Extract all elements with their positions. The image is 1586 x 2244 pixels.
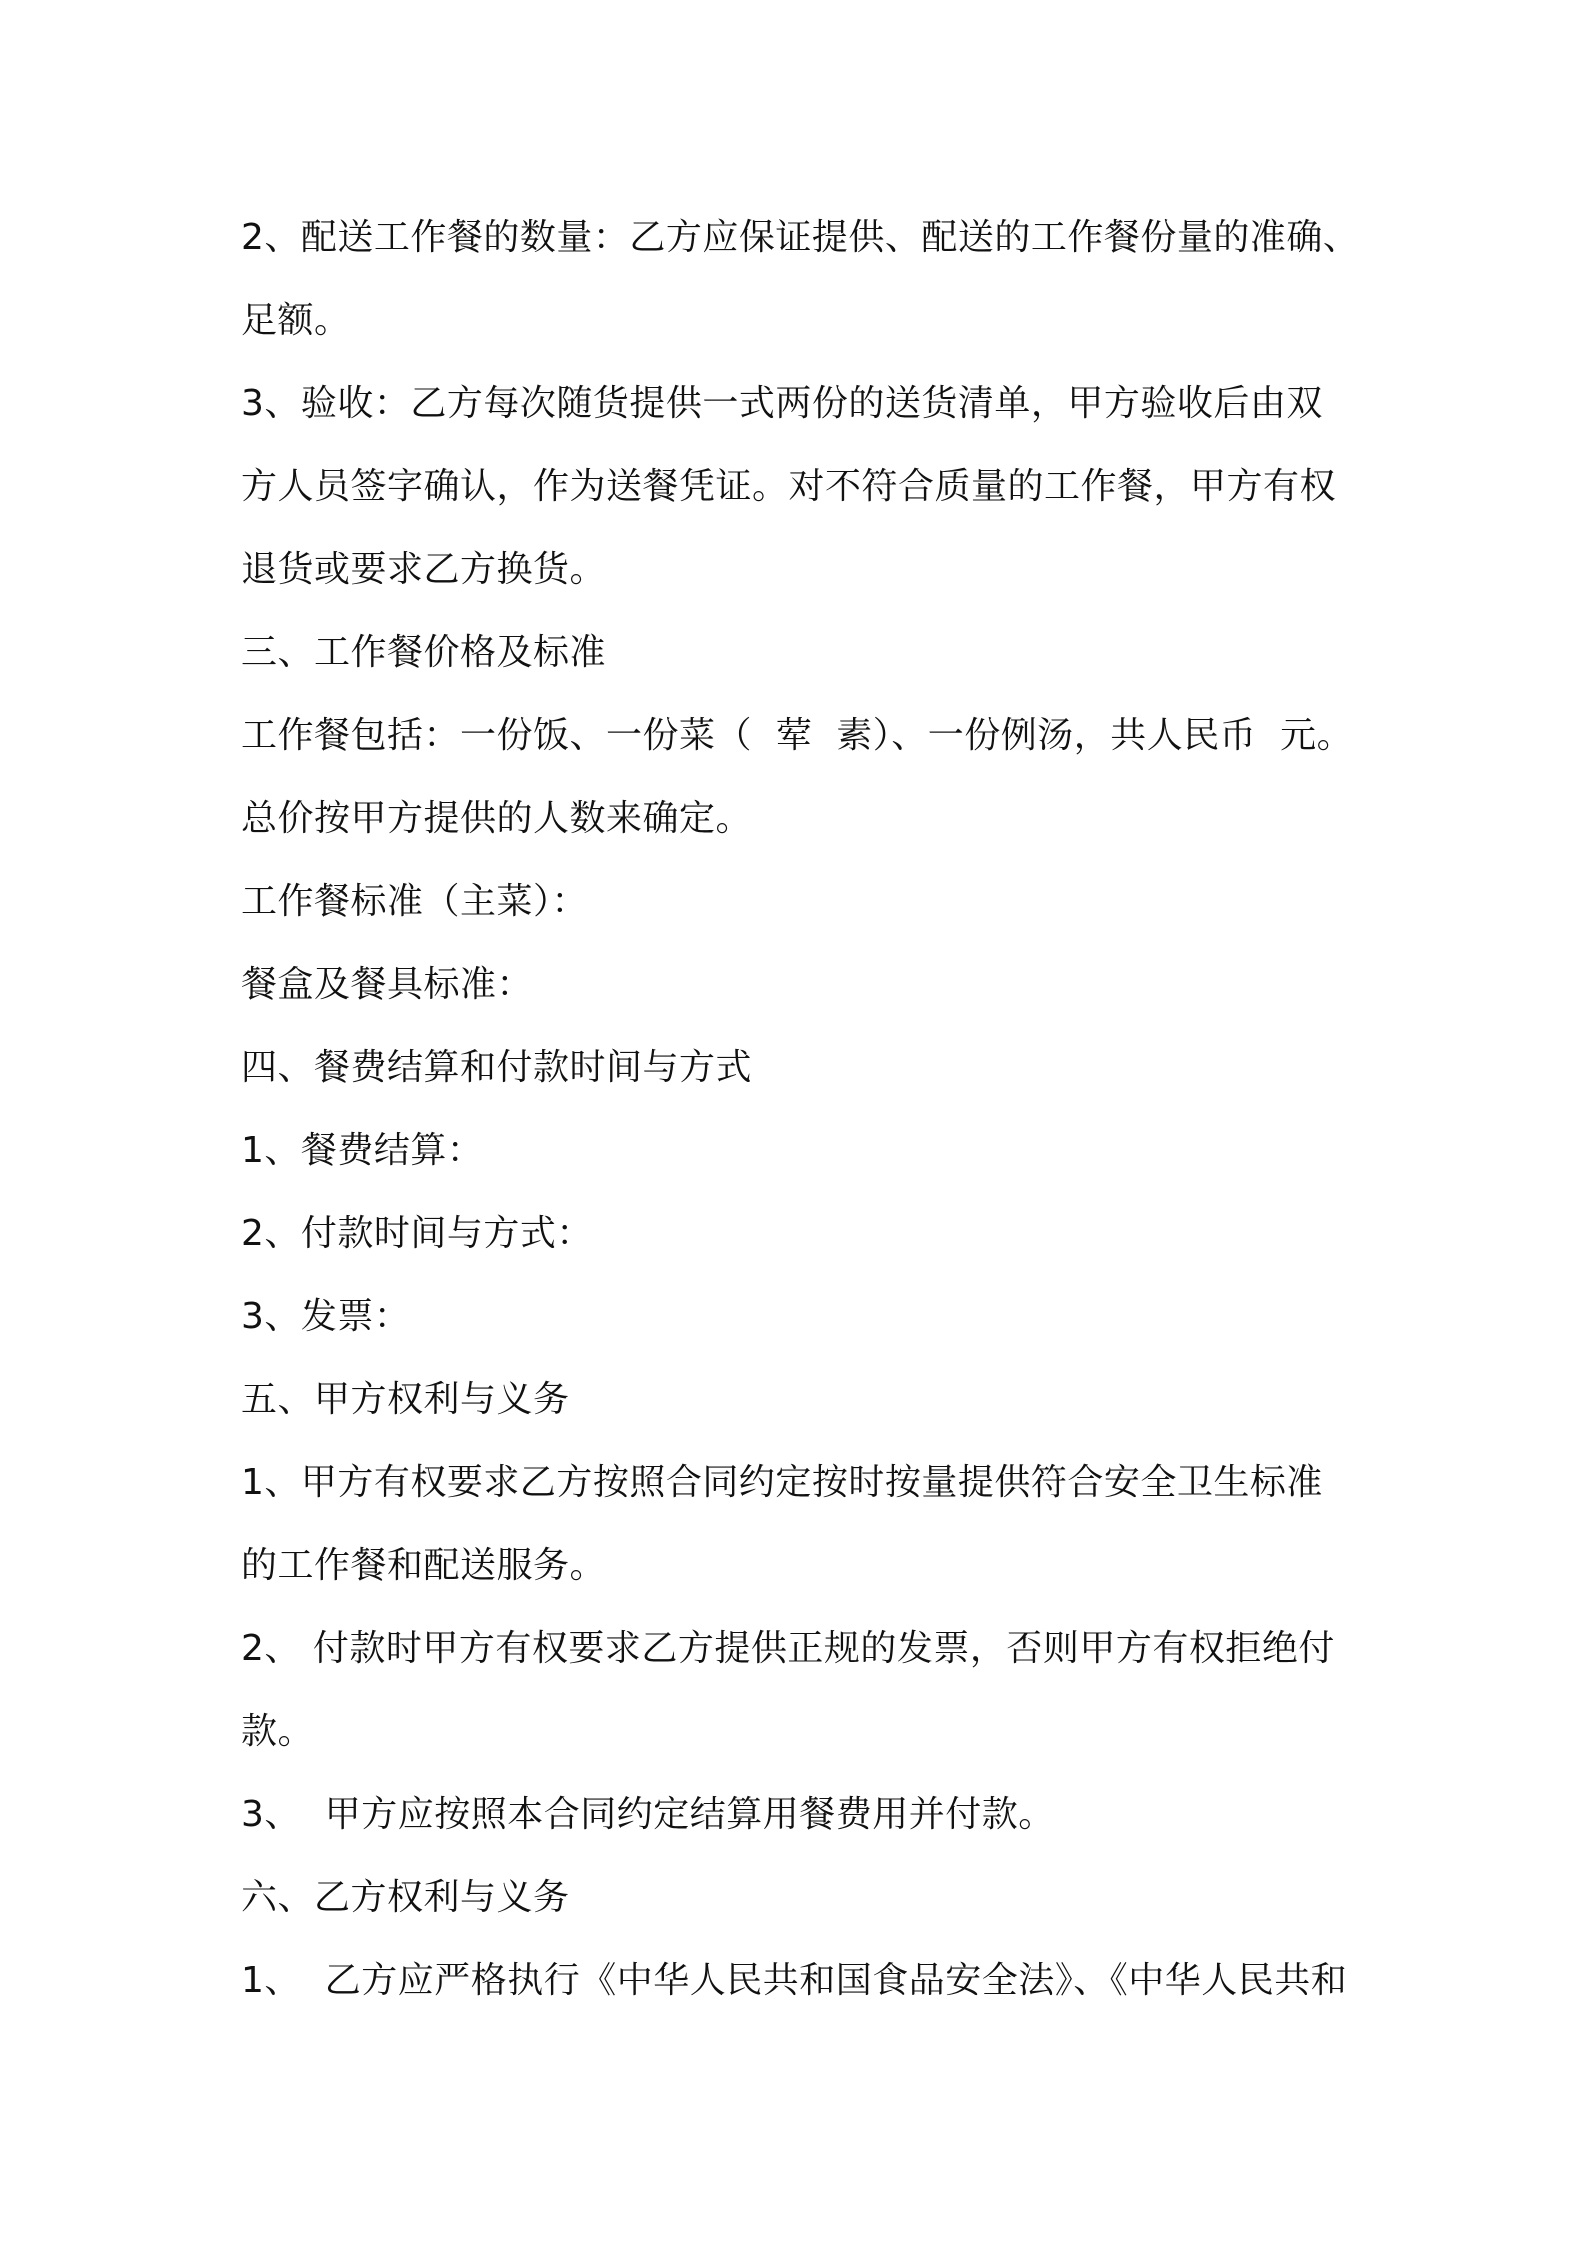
text-line-16: 1、甲方有权要求乙方按照合同约定按时按量提供符合安全卫生标准 (241, 1462, 1323, 1503)
text-line-20: 3、 甲方应按照本合同约定结算用餐费用并付款。 (241, 1794, 1055, 1835)
text-line-10: 餐盒及餐具标准： (241, 964, 534, 1005)
section-heading-4: 四、餐费结算和付款时间与方式 (241, 1047, 753, 1088)
text-line-3: 3、验收：乙方每次随货提供一式两份的送货清单，甲方验收后由双 (241, 383, 1323, 424)
text-line-13: 2、付款时间与方式： (241, 1213, 593, 1254)
text-line-8: 总价按甲方提供的人数来确定。 (241, 798, 753, 839)
text-line-18: 2、 付款时甲方有权要求乙方提供正规的发票，否则甲方有权拒绝付 (241, 1628, 1335, 1669)
text-line-17: 的工作餐和配送服务。 (241, 1545, 607, 1586)
text-line-14: 3、发票： (241, 1296, 411, 1337)
text-line-4: 方人员签字确认，作为送餐凭证。对不符合质量的工作餐，甲方有权 (241, 466, 1337, 507)
text-line-2: 足额。 (241, 300, 351, 341)
text-line-19: 款。 (241, 1711, 315, 1752)
text-line-22: 1、 乙方应严格执行《中华人民共和国食品安全法》、《中华人民共和 (241, 1960, 1348, 2001)
section-heading-5: 五、甲方权利与义务 (241, 1379, 570, 1420)
text-line-7: 工作餐包括：一份饭、一份菜（ 荤 素）、一份例汤，共人民币 元。 (241, 715, 1354, 756)
text-line-9: 工作餐标准（主菜）： (241, 881, 589, 922)
text-line-12: 1、餐费结算： (241, 1130, 484, 1171)
text-line-1: 2、配送工作餐的数量：乙方应保证提供、配送的工作餐份量的准确、 (241, 217, 1360, 258)
section-heading-6: 六、乙方权利与义务 (241, 1877, 570, 1918)
section-heading-3: 三、工作餐价格及标准 (241, 632, 607, 673)
text-line-5: 退货或要求乙方换货。 (241, 549, 607, 590)
document-body (241, 196, 1371, 2022)
